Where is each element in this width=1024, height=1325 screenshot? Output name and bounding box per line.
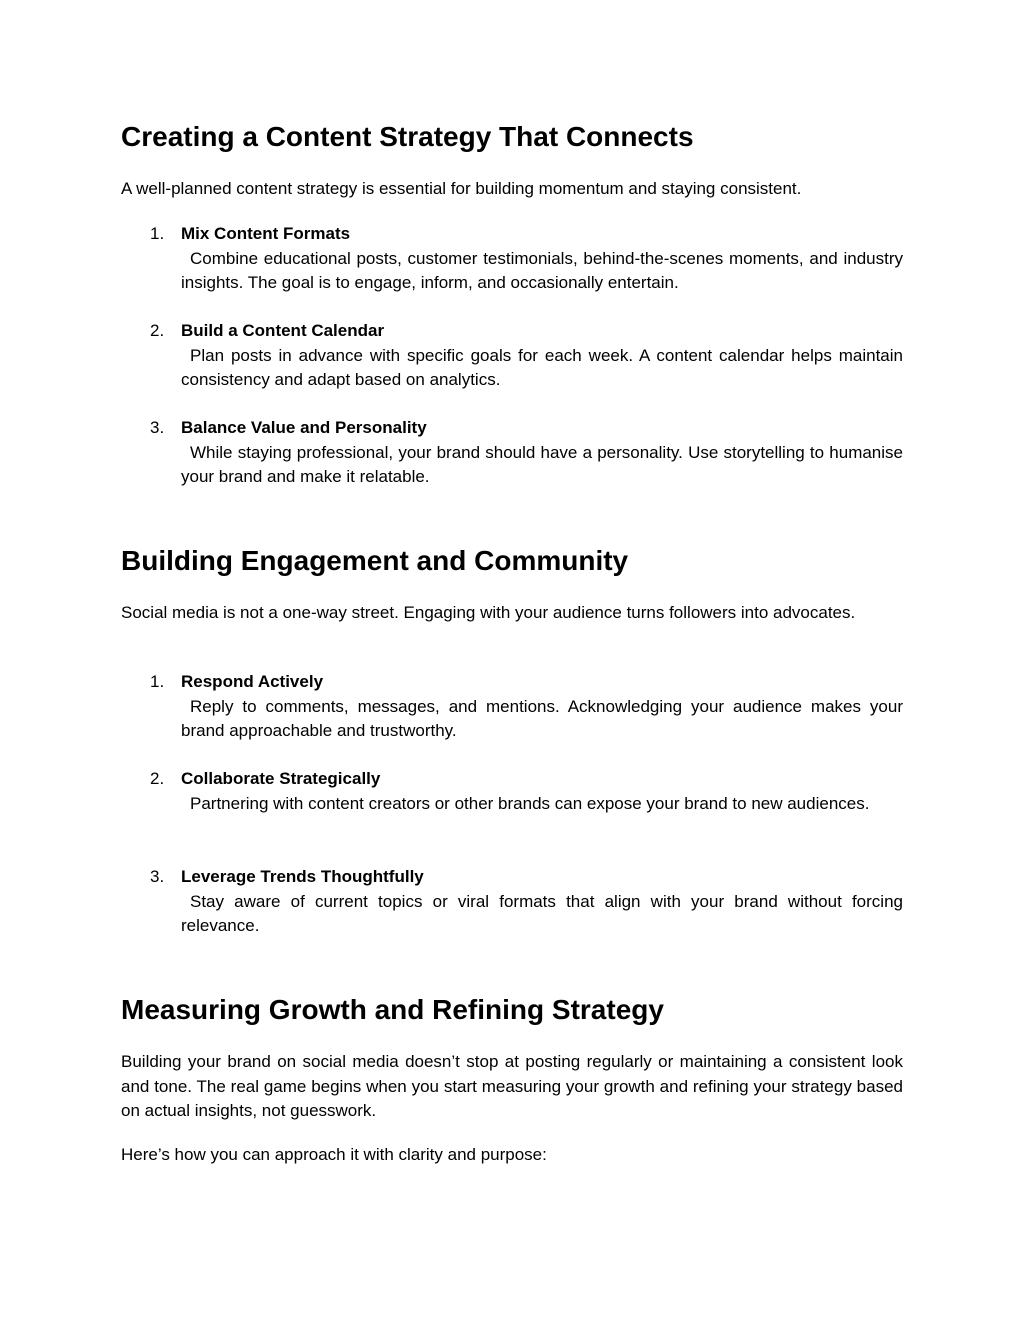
section-heading: Building Engagement and Community (121, 545, 629, 576)
list-item-title: Collaborate Strategically (181, 769, 381, 788)
list-number: 3. (150, 867, 165, 886)
list-item-title: Mix Content Formats (181, 224, 351, 243)
section-heading: Creating a Content Strategy That Connects (121, 121, 694, 152)
list-number: 1. (150, 672, 165, 691)
list-item-text: While staying professional, your brand should have a personality. Use storytelling to humanise your brand and make it relatable. (181, 442, 903, 486)
section-paragraph: Building your brand on social media doesn’t stop at posting regularly or maintaining a consistent look and tone. The real game begins when you start measuring your growth and refining your strategy based on actual insights, not guesswork. (121, 1052, 903, 1120)
list-item-text: Partnering with content creators or other brands can expose your brand to new audiences. (190, 793, 870, 813)
list-number: 2. (150, 321, 165, 340)
section-heading: Measuring Growth and Refining Strategy (121, 994, 664, 1025)
list-item-title: Balance Value and Personality (181, 418, 427, 437)
section-intro: Social media is not a one-way street. Engaging with your audience turns followers into advocates. (121, 603, 856, 622)
list-item-title: Respond Actively (181, 672, 324, 691)
list-number: 1. (150, 224, 165, 243)
list-item-title: Build a Content Calendar (181, 321, 385, 340)
list-item-text: Combine educational posts, customer testimonials, behind-the-scenes moments, and industry insights. The goal is to engage, inform, and occasionally entertain. (181, 248, 903, 292)
list-item-text: Plan posts in advance with specific goals for each week. A content calendar helps maintain consistency and adapt based on analytics. (181, 345, 903, 389)
list-item-title: Leverage Trends Thoughtfully (181, 867, 424, 886)
section-paragraph: Here’s how you can approach it with clarity and purpose: (121, 1145, 547, 1164)
list-item-text: Reply to comments, messages, and mentions. Acknowledging your audience makes your brand approachable and trustworthy. (181, 696, 903, 740)
list-item-text: Stay aware of current topics or viral formats that align with your brand without forcing relevance. (181, 891, 903, 935)
list-number: 2. (150, 769, 165, 788)
section-intro: A well-planned content strategy is essential for building momentum and staying consistent. (121, 179, 802, 198)
list-number: 3. (150, 418, 165, 437)
